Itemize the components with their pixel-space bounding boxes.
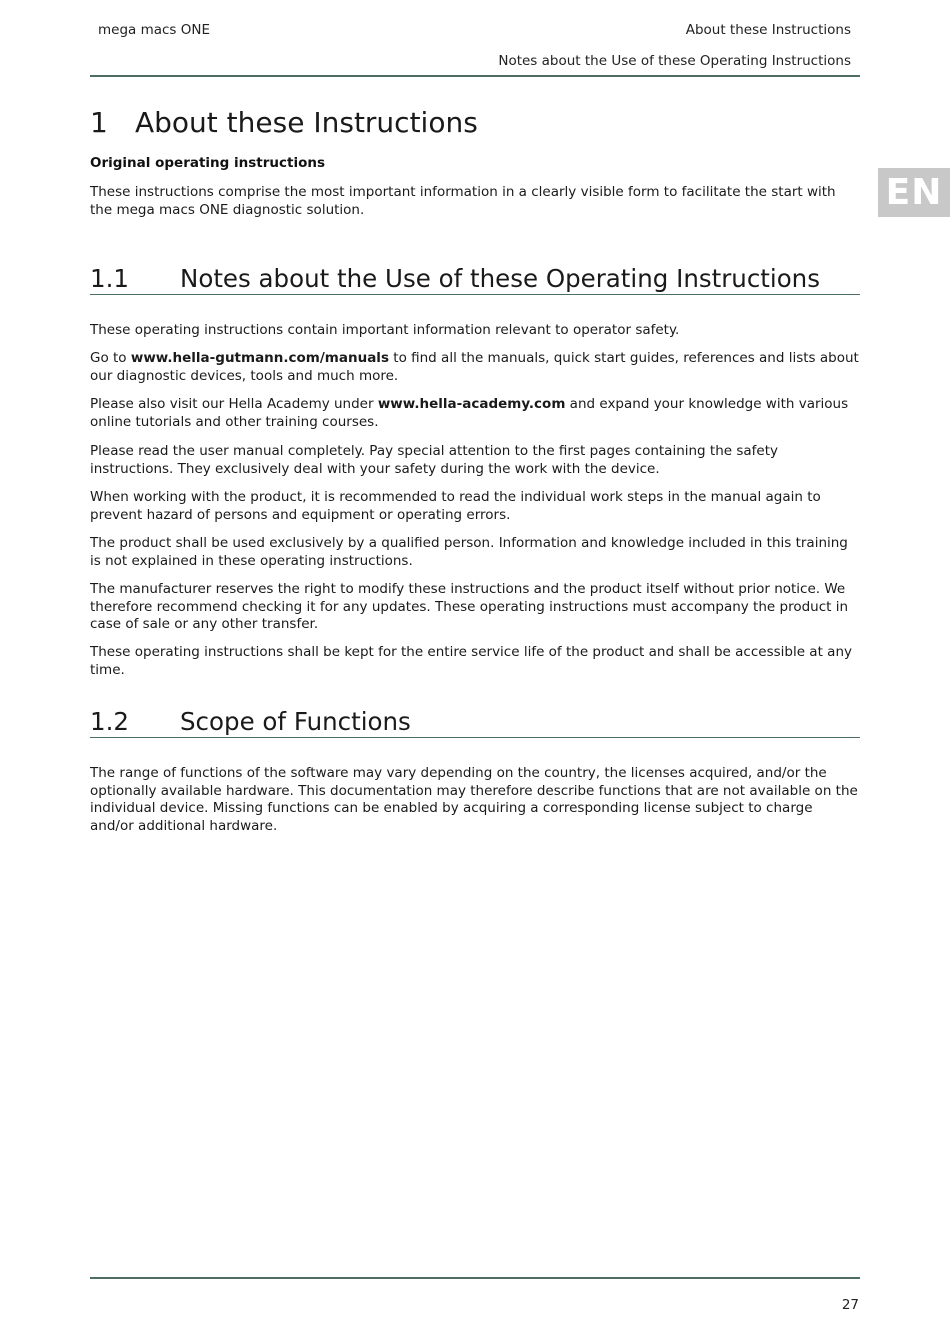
paragraph-text: Go to — [90, 350, 131, 366]
section-1-1-paragraph-7: The manufacturer reserves the right to modify these instructions and the product itself without prior notice. We therefore recommend checking it for any updates. These operating instructions must accompany the product in case of sale or any other transfer. — [90, 581, 849, 632]
section-1-1-paragraph-3 — [90, 396, 860, 431]
running-header-section: Notes about the Use of these Operating Instructions — [498, 53, 851, 69]
language-tab: EN — [878, 168, 950, 217]
section-title-1-2: Scope of Functions — [180, 707, 411, 736]
section-number-1-1: 1.1 — [90, 264, 129, 293]
page-number: 27 — [841, 1297, 859, 1313]
header-divider — [90, 75, 860, 77]
manuals-link[interactable]: www.hella-gutmann.com/manuals — [130, 350, 389, 366]
section-number-1-2: 1.2 — [90, 707, 129, 736]
chapter-title: About these Instructions — [135, 106, 478, 139]
chapter-intro-paragraph: These instructions comprise the most important information in a clearly visible form to facilitate the start with the mega macs ONE diagnostic solution. — [90, 184, 836, 218]
chapter-subheading: Original operating instructions — [90, 155, 326, 171]
section-1-2-paragraph-1: The range of functions of the software may vary depending on the country, the licenses acquired, and/or the optionally available hardware. This documentation may therefore describe functions that are not available on the individual device. Missing functions can be enabled by acquiring a corresponding license subject to charge and/or additional hardware. — [90, 765, 858, 834]
footer-divider — [90, 1277, 860, 1279]
paragraph-text: Please also visit our Hella Academy under — [90, 396, 378, 412]
section-title-1-1: Notes about the Use of these Operating Instructions — [180, 264, 820, 293]
section-1-1-paragraph-1: These operating instructions contain important information relevant to operator safety. — [90, 322, 680, 338]
section-1-1-paragraph-8: These operating instructions shall be kept for the entire service life of the product and shall be accessible at any time. — [90, 644, 852, 678]
paragraph-text: to find all the manuals, quick start guides, references and lists about our diagnostic devices, tools and much more. — [90, 350, 859, 384]
running-header-chapter: About these Instructions — [685, 22, 851, 38]
paragraph-text: and expand your knowledge with various online tutorials and other training courses. — [90, 396, 849, 430]
chapter-heading — [90, 106, 478, 139]
academy-link[interactable]: www.hella-academy.com — [377, 396, 566, 412]
section-1-1-paragraph-4: Please read the user manual completely. Pay special attention to the first pages containing the safety instructions. They exclusively deal with your safety during the work with the device. — [90, 443, 779, 477]
running-header-product: mega macs ONE — [98, 22, 211, 38]
chapter-number: 1 — [90, 106, 108, 139]
section-1-1-paragraph-2 — [90, 350, 860, 385]
section-1-1-paragraph-6: The product shall be used exclusively by a qualified person. Information and knowledge included in this training is not explained in these operating instructions. — [90, 535, 848, 569]
section-1-1-paragraph-5: When working with the product, it is recommended to read the individual work steps in the manual again to prevent hazard of persons and equipment or operating errors. — [90, 489, 821, 523]
section-heading-1-1 — [90, 264, 860, 295]
section-heading-1-2 — [90, 707, 860, 738]
